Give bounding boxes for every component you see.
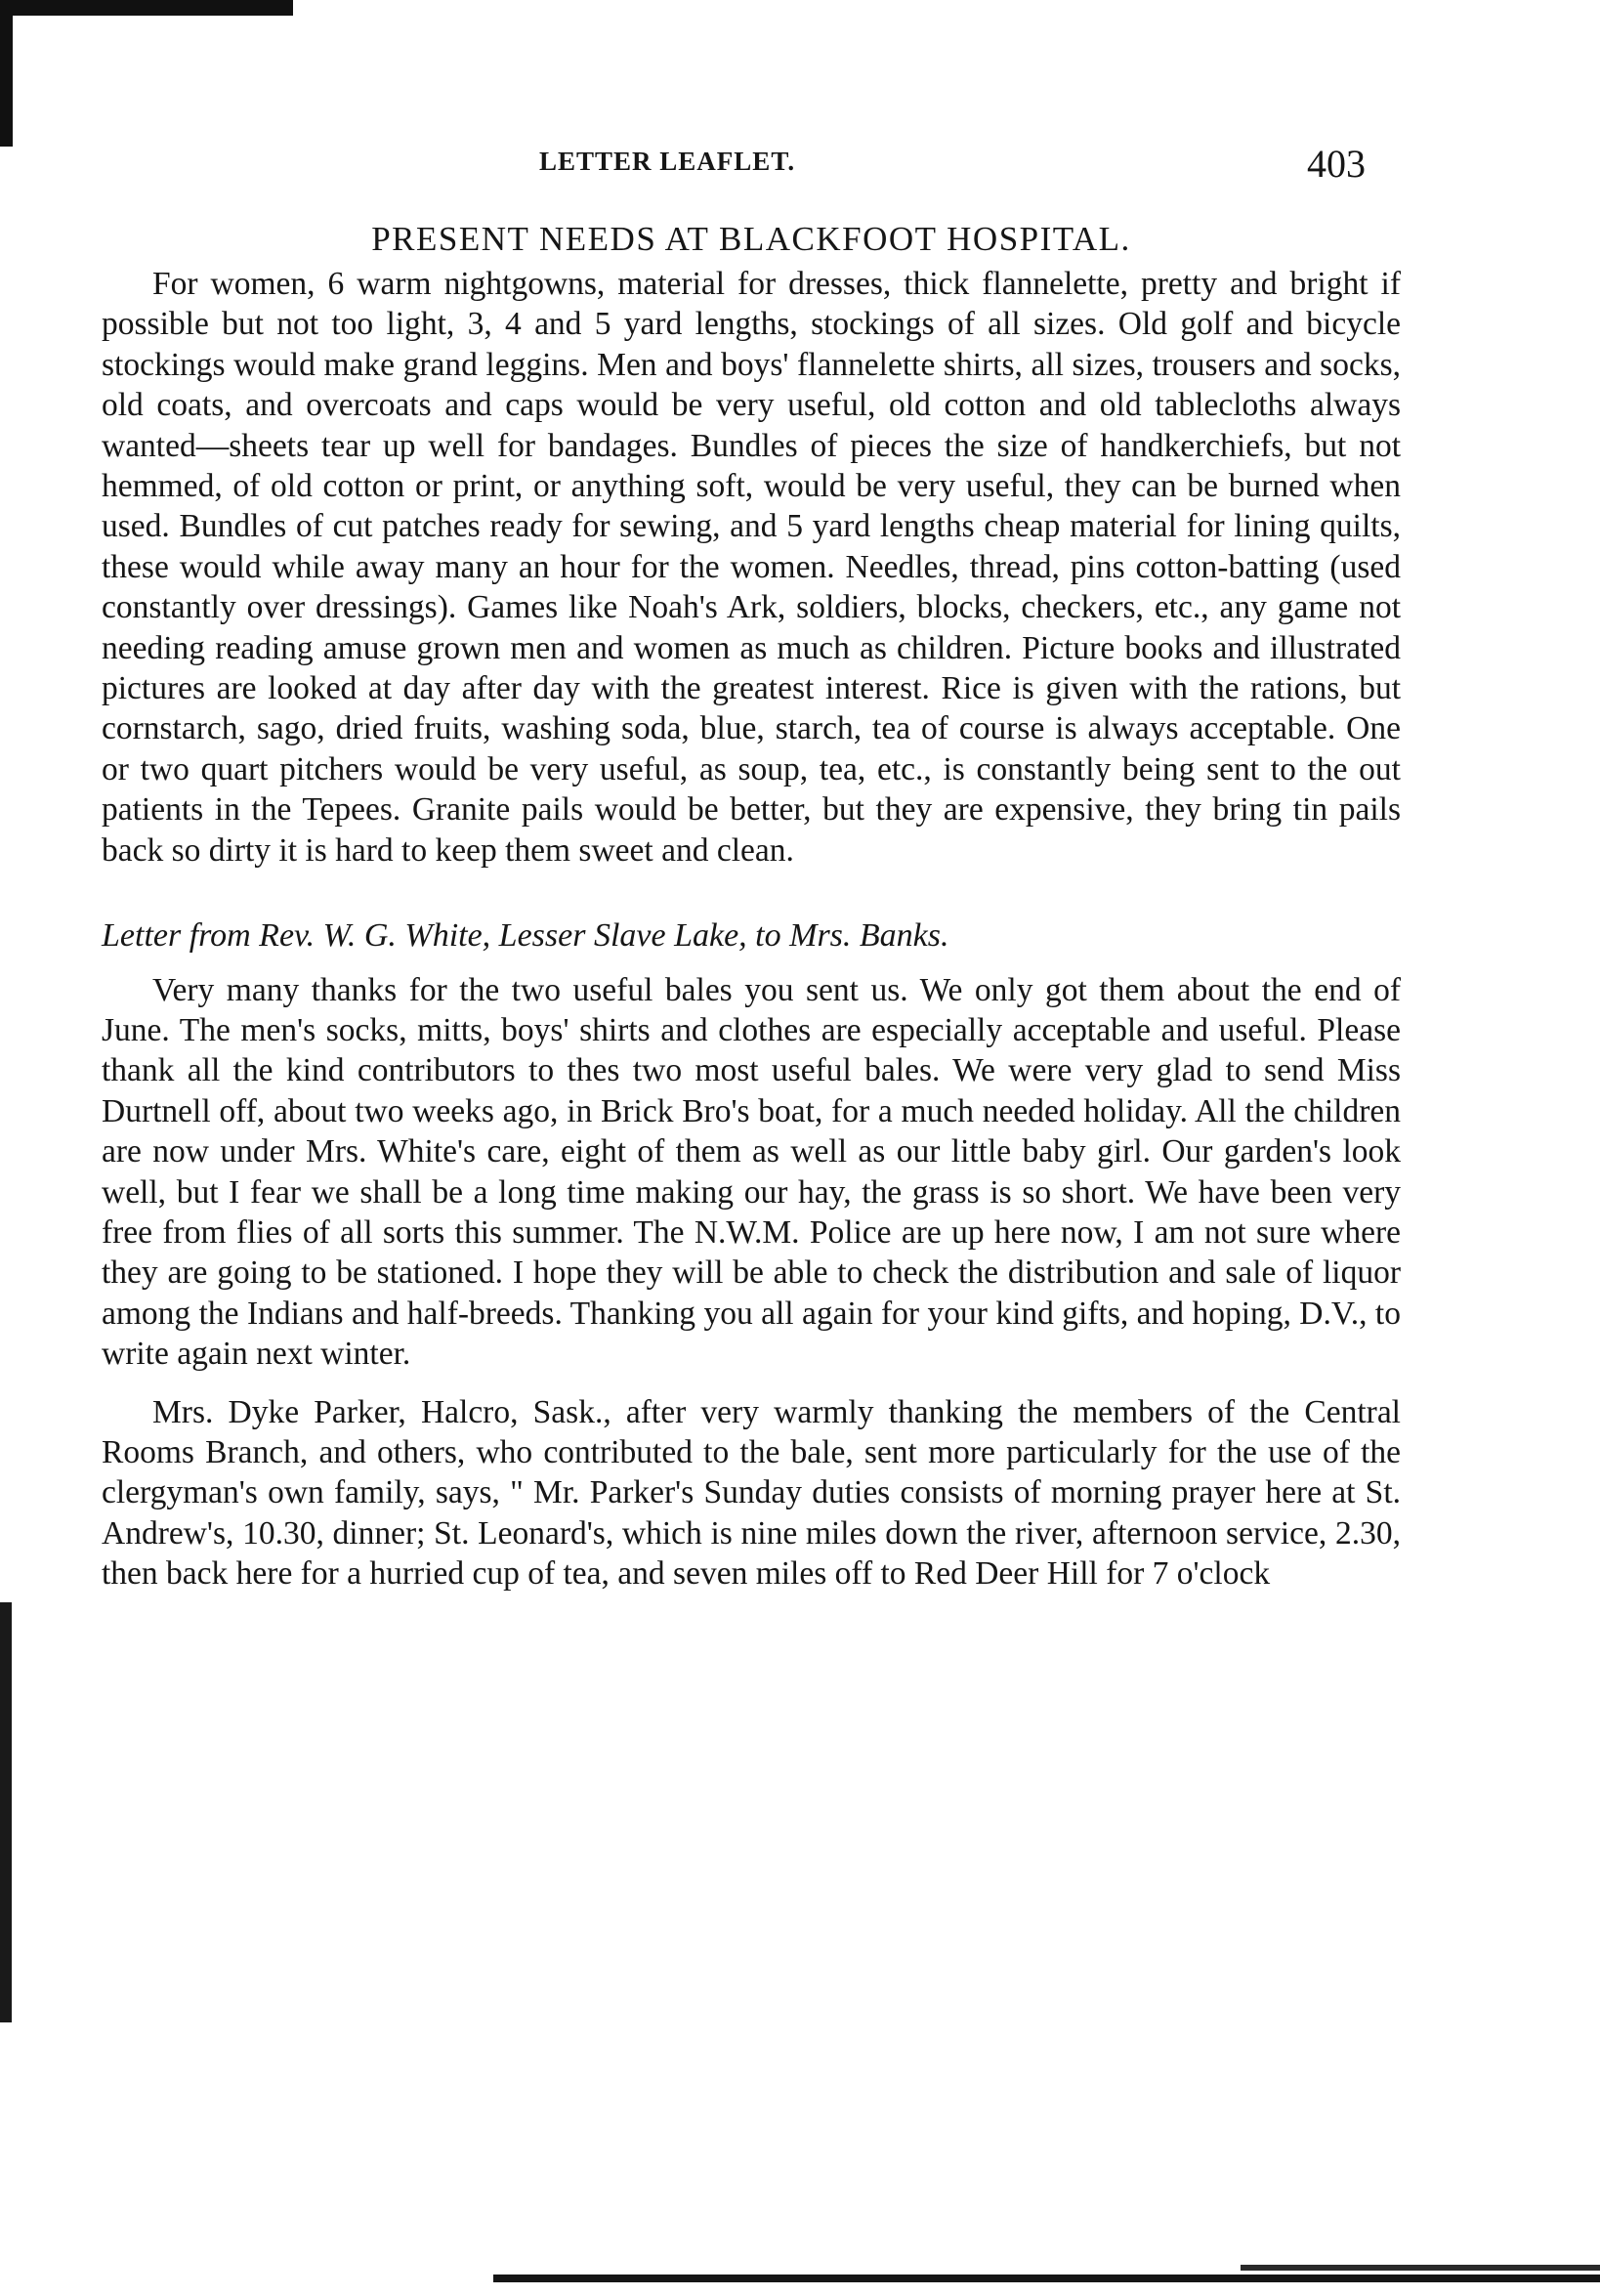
scan-edge-mark <box>0 1602 12 2022</box>
scan-border-top <box>0 0 293 16</box>
running-header <box>0 142 1600 190</box>
letter-paragraph: Very many thanks for the two useful bales you sent us. We only got them about the end of June. The men's socks, mitts, boys' shirts and clothes are especially acceptable and useful. Please thank all the kind contributors to thes two most useful bales. We were very glad to send Miss Durtnell off, about two weeks ago, in Brick Bro's boat, for a much needed holiday. All the children are now under Mrs. White's care, eight of them as well as our little baby girl. Our garden's look well, but I fear we shall be a long time making our hay, the grass is so short. We have been very free from flies of all sorts this summer. The N.W.M. Police are up here now, I am not sure where they are going to be stationed. I hope they will be able to check the distribution and sale of liquor among the Indians and half-breeds. Thanking you all again for your kind gifts, and hoping, D.V., to write again next winter. <box>102 971 1401 1373</box>
scan-bottom-rule <box>493 2275 1600 2282</box>
page-body <box>102 217 1401 1594</box>
needs-paragraph: For women, 6 warm nightgowns, material for dresses, thick flannelette, pretty and bright if possible but not too light, 3, 4 and 5 yard lengths, stockings of all sizes. Old golf and bicycle stockings would make grand leggins. Men and boys' flannelette shirts, all sizes, trousers and socks, old coats, and overcoats and caps would be very useful, old cotton and old tablecloths always wanted—sheets tear up well for bandages. Bundles of pieces the size of handkerchiefs, but not hemmed, of old cotton or print, or anything soft, would be very useful, they can be burned when used. Bundles of cut patches ready for sewing, and 5 yard lengths cheap material for lining quilts, these would while away many an hour for the women. Needles, thread, pins cotton-batting (used constantly over dressings). Games like Noah's Ark, soldiers, blocks, checkers, etc., any game not needing reading amuse grown men and women as much as children. Picture books and illustrated pictures are looked at day after day with the greatest interest. Rice is given with the rations, but cornstarch, sago, dried fruits, washing soda, blue, starch, tea of course is always acceptable. One or two quart pitchers would be very useful, as soup, tea, etc., is constantly being sent to the out patients in the Tepees. Granite pails would be better, but they are expensive, they bring tin pails back so dirty it is hard to keep them sweet and clean. <box>102 266 1401 869</box>
section-heading: PRESENT NEEDS AT BLACKFOOT HOSPITAL. <box>371 220 1131 258</box>
running-title: LETTER LEAFLET. <box>539 147 796 176</box>
closing-paragraph: Mrs. Dyke Parker, Halcro, Sask., after very warmly thanking the members of the Central Rooms Branch, and others, who contributed to the bale, sent more particularly for the use of the clergyman's own family, says, " Mr. Parker's Sunday duties consists of morning prayer here at St. Andrew's, 10.30, dinner; St. Leonard's, which is nine miles down the river, afternoon service, 2.30, then back here for a hurried cup of tea, and seven miles off to Red Deer Hill for 7 o'clock <box>102 1393 1401 1593</box>
letter-heading: Letter from Rev. W. G. White, Lesser Slave Lake, to Mrs. Banks. <box>102 917 949 955</box>
page-number: 403 <box>1307 142 1366 186</box>
scan-bottom-mark <box>1241 2265 1600 2271</box>
scan-border-left <box>0 0 13 147</box>
